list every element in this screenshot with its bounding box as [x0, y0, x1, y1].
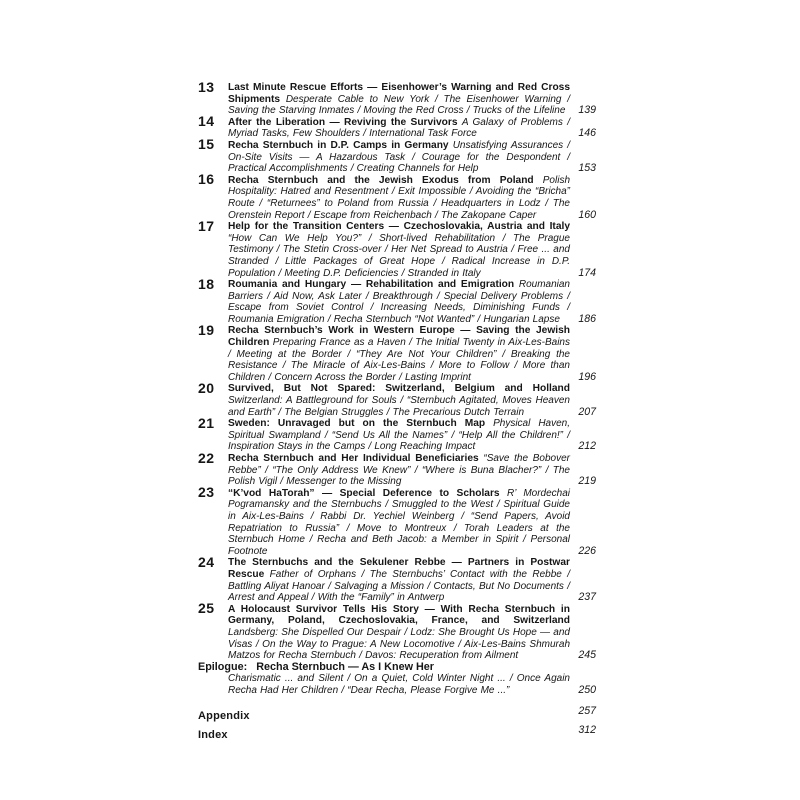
chapter-text [228, 383, 570, 418]
page-number: 139 [578, 104, 596, 117]
toc-entry [198, 217, 596, 279]
toc-entry [198, 449, 596, 488]
page-number: 237 [578, 591, 596, 604]
chapter-number: 13 [198, 78, 215, 95]
chapter-text [228, 117, 570, 140]
chapter-text [228, 557, 570, 603]
chapter-subtitle: Roumanian Barriers / Aid Now, Ask Later / Breakthrough / Special Delivery Problems / Escape from Soviet Control / Increasing Needs, Diminishing Funds / Roumania Emigration / Recha Sternbuch “Not Wanted” / Hungarian Lapse [228, 279, 570, 325]
page-number: 174 [578, 266, 596, 279]
chapter-subtitle: Unsatisfying Assurances / On-Site Visits — A Hazardous Task / Courage for the Despondent / Practical Accomplishments / Creating Channels for Help [228, 139, 570, 175]
appendix-entry [198, 705, 596, 723]
toc-entry [198, 136, 596, 175]
chapter-title: Recha Sternbuch in D.P. Camps in Germany [228, 139, 449, 151]
page-number: 219 [578, 475, 596, 488]
page-number: 312 [578, 724, 596, 737]
appendix-label: Appendix [198, 710, 250, 723]
chapter-title: After the Liberation — Reviving the Survivors [228, 116, 458, 128]
chapter-subtitle: Landsberg: She Dispelled Our Despair / Lodz: She Brought Us Hope — and Visas / On the Way to Prague: A New Locomotive / Aix-Les-Bains Shmurah Matzos for Recha Sternbuch / Davos: Recuperation from Ailment [228, 626, 570, 662]
toc-entry [198, 275, 596, 325]
chapter-subtitle: Preparing France as a Haven / The Initial Twenty in Aix-Les-Bains / Meeting at the Border / “They Are Not Your Children” / Breaking the Resistance / The Miracle of Aix-Les-Bains / More to Follow / More than Children / Concern Across the Border / Lasting Imprint [228, 337, 570, 383]
chapter-title: “K’vod HaTorah” — Special Deference to Scholars [228, 487, 500, 499]
chapter-title: Recha Sternbuch and Her Individual Beneficiaries [228, 453, 479, 464]
page-number: 212 [578, 440, 596, 453]
chapter-title: Recha Sternbuch’s Work in Western Europe — Saving the Jewish Children [228, 325, 570, 349]
chapter-number: 22 [198, 449, 215, 466]
chapter-number: 14 [198, 113, 215, 130]
chapter-text [228, 453, 570, 488]
index-label: Index [198, 729, 228, 742]
page-number: 207 [578, 405, 596, 418]
epilogue-title: Recha Sternbuch — As I Knew Her [256, 660, 434, 673]
chapter-title: Last Minute Rescue Efforts — Eisenhower’s Warning and Red Cross Shipments [228, 82, 570, 105]
toc-entry [198, 484, 596, 558]
page-number: 146 [578, 127, 596, 140]
page-number: 196 [578, 370, 596, 383]
page-number: 257 [578, 705, 596, 718]
chapter-number: 15 [198, 136, 215, 153]
epilogue-label: Epilogue: [198, 660, 248, 673]
chapter-title: The Sternbuchs and the Sekulener Rebbe — Partners in Postwar Rescue [228, 557, 570, 580]
chapter-text [228, 488, 570, 558]
chapter-subtitle: “How Can We Help You?” / Short-lived Rehabilitation / The Prague Testimony / The Stetin Cross-over / Her Net Spread to Austria / Free ... and Stranded / Little Packages of Great Hope / Radical Increase in D.P. Population / Meeting D.P. Deficiencies / Stranded in Italy [228, 232, 570, 279]
table-of-contents [198, 78, 596, 742]
chapter-title: Sweden: Unravaged but on the Sternbuch Map [228, 418, 486, 430]
page-number: 160 [578, 208, 596, 221]
chapter-text [228, 140, 570, 175]
page-number: 226 [578, 544, 596, 557]
page-number: 153 [578, 162, 596, 175]
page-number: 186 [578, 312, 596, 325]
chapter-subtitle: “Save the Bobover Rebbe” / “The Only Address We Knew” / “Where is Buna Blacher?” / The Polish Vigil / Messenger to the Missing [228, 453, 570, 488]
chapter-number: 16 [198, 171, 215, 188]
chapter-text [228, 175, 570, 221]
chapter-number: 20 [198, 379, 215, 396]
index-entry [198, 724, 596, 742]
chapter-subtitle: Switzerland: A Battleground for Souls / “Sternbuch Agitated, Moves Heaven and Earth” / The Belgian Struggles / The Precarious Dutch Terrain [228, 395, 570, 418]
chapter-subtitle: Desperate Cable to New York / The Eisenhower Warning / Saving the Starving Inmates / Moving the Red Cross / Trucks of the Lifeline [228, 93, 571, 117]
page-number: 250 [578, 683, 596, 696]
chapter-text [228, 418, 570, 453]
toc-entry [198, 321, 596, 383]
chapter-subtitle: Physical Haven, Spiritual Swampland / “Send Us All the Names” / “Help All the Children!” / Inspiration Stays in the Camps / Long Reaching Impact [228, 418, 570, 453]
toc-entry [198, 414, 596, 453]
chapter-subtitle: Father of Orphans / The Sternbuchs’ Contact with the Rebbe / Battling Aliyat Hanoar / Salvaging a Mission / Contacts, But No Documents / Arrest and Appeal / With the “Family” in Antwerp [228, 568, 570, 604]
chapter-text [228, 221, 570, 279]
chapter-text [228, 604, 570, 662]
chapter-entries [198, 78, 596, 662]
chapter-title: Help for the Transition Centers — Czechoslovakia, Austria and Italy [228, 221, 570, 233]
chapter-number: 18 [198, 275, 215, 292]
toc-entry [198, 553, 596, 604]
chapter-text [228, 325, 570, 383]
chapter-number: 24 [198, 553, 215, 570]
chapter-number: 19 [198, 321, 215, 338]
chapter-title: A Holocaust Survivor Tells His Story — With Recha Sternbuch in Germany, Poland, Czechoslovakia, France, and Switzerland [228, 603, 570, 627]
chapter-subtitle: Polish Hospitality: Hatred and Resentment / Exit Impossible / Avoiding the “Bricha” Route / “Returnees” to Poland from Russia / Headquarters in Lodz / The Orenstein Report / Escape from Reichenbach / The Zakopane Caper [228, 174, 571, 221]
chapter-subtitle: R’ Mordechai Pogramansky and the Sternbuchs / Smuggled to the West / Spiritual Guide in Aix-Les-Bains / Rabbi Dr. Yechiel Weinberg / “Send Papers, Avoid Repatriation to Russia” / Move to Montreux / Torah Leaders at the Sternbuch Home / Recha and Beth Jacob: a Member in Spirit / Personal Footnote [228, 487, 571, 557]
chapter-number: 25 [198, 600, 215, 617]
chapter-text [228, 279, 570, 325]
chapter-text [228, 82, 570, 117]
chapter-title: Roumania and Hungary — Rehabilitation and Emigration [228, 279, 515, 291]
chapter-title: Survived, But Not Spared: Switzerland, Belgium and Holland [228, 383, 570, 395]
chapter-title: Recha Sternbuch and the Jewish Exodus from Poland [228, 174, 534, 186]
epilogue-subtitle: Charismatic ... and Silent / On a Quiet, Cold Winter Night ... / Once Again Recha Had Her Children / “Dear Recha, Please Forgive Me ...” [228, 673, 570, 696]
page-number: 245 [578, 649, 596, 662]
epilogue-entry [198, 662, 596, 697]
chapter-number: 17 [198, 217, 215, 234]
chapter-number: 21 [198, 414, 215, 431]
toc-entry [198, 379, 596, 418]
toc-entry [198, 171, 596, 221]
toc-entry [198, 113, 596, 140]
chapter-subtitle: A Galaxy of Problems / Myriad Tasks, Few Shoulders / International Task Force [228, 116, 570, 140]
epilogue-heading [198, 662, 596, 674]
toc-entry [198, 600, 596, 662]
chapter-number: 23 [198, 484, 215, 501]
toc-entry [198, 78, 596, 117]
